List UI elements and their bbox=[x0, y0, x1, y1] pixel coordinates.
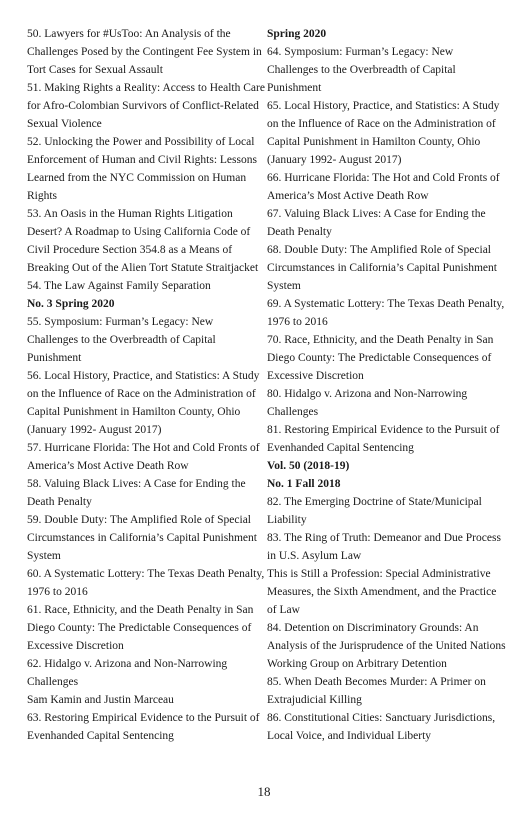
list-item: 51. Making Rights a Reality: Access to Health Care for Afro-Colombian Survivors of Conflict-Related Sexual Violence bbox=[27, 82, 265, 130]
list-item: 67. Valuing Black Lives: A Case for Ending the Death Penalty bbox=[267, 208, 486, 238]
list-item: 55. Symposium: Furman’s Legacy: New Challenges to the Overbreadth of Capital Punishment bbox=[27, 316, 216, 364]
section-heading: No. 1 Fall 2018 bbox=[267, 478, 341, 490]
list-item: 63. Restoring Empirical Evidence to the Pursuit of Evenhanded Capital Sentencing bbox=[27, 712, 260, 742]
list-item: 59. Double Duty: The Amplified Role of Special Circumstances in California’s Capital Punishment System bbox=[27, 514, 257, 562]
list-item: 57. Hurricane Florida: The Hot and Cold Fronts of America’s Most Active Death Row bbox=[27, 442, 260, 472]
list-item: 80. Hidalgo v. Arizona and Non-Narrowing Challenges bbox=[267, 388, 468, 418]
list-item: 54. The Law Against Family Separation bbox=[27, 280, 211, 292]
list-item: 61. Race, Ethnicity, and the Death Penalty in San Diego County: The Predictable Consequences of Excessive Discretion bbox=[27, 604, 254, 652]
list-item: 65. Local History, Practice, and Statistics: A Study on the Influence of Race on the Administration of Capital Punishment in Hamilton County, Ohio (January 1992- August 2017) bbox=[267, 100, 500, 166]
page-number: 18 bbox=[257, 784, 271, 799]
list-item: 50. Lawyers for #UsToo: An Analysis of the Challenges Posed by the Contingent Fee System in Tort Cases for Sexual Assault bbox=[27, 28, 262, 76]
list-item: 82. The Emerging Doctrine of State/Municipal Liability bbox=[267, 496, 482, 526]
list-item: 69. A Systematic Lottery: The Texas Death Penalty, 1976 to 2016 bbox=[267, 298, 505, 328]
list-item: 84. Detention on Discriminatory Grounds: An Analysis of the Jurisprudence of the United Nations Working Group on Arbitrary Detention bbox=[267, 622, 506, 670]
section-heading: Vol. 50 (2018-19) bbox=[267, 460, 350, 472]
list-item: 68. Double Duty: The Amplified Role of Special Circumstances in California’s Capital Punishment System bbox=[267, 244, 497, 292]
list-item: 81. Restoring Empirical Evidence to the Pursuit of Evenhanded Capital Sentencing bbox=[267, 424, 500, 454]
list-item: 85. When Death Becomes Murder: A Primer on Extrajudicial Killing bbox=[267, 676, 486, 706]
list-item: 62. Hidalgo v. Arizona and Non-Narrowing Challenges bbox=[27, 658, 228, 688]
list-item: 53. An Oasis in the Human Rights Litigation Desert? A Roadmap to Using California Code of Civil Procedure Section 354.8 as a Means of Breaking Out of the Alien Tort Statute Straitjacket bbox=[27, 208, 259, 274]
list-item: 60. A Systematic Lottery: The Texas Death Penalty, 1976 to 2016 bbox=[27, 568, 265, 598]
list-item: 70. Race, Ethnicity, and the Death Penalty in San Diego County: The Predictable Consequences of Excessive Discretion bbox=[267, 334, 494, 382]
list-item: 58. Valuing Black Lives: A Case for Ending the Death Penalty bbox=[27, 478, 246, 508]
list-item: 66. Hurricane Florida: The Hot and Cold Fronts of America’s Most Active Death Row bbox=[267, 172, 500, 202]
list-item: 64. Symposium: Furman’s Legacy: New Challenges to the Overbreadth of Capital Punishment bbox=[267, 46, 456, 94]
list-item: 56. Local History, Practice, and Statistics: A Study on the Influence of Race on the Administration of Capital Punishment in Hamilton County, Ohio (January 1992- August 2017) bbox=[27, 370, 260, 436]
list-item: 52. Unlocking the Power and Possibility of Local Enforcement of Human and Civil Rights: Lessons Learned from the NYC Commission on Human Rights bbox=[27, 136, 257, 202]
section-heading: Spring 2020 bbox=[267, 28, 327, 40]
list-item: 83. The Ring of Truth: Demeanor and Due Process in U.S. Asylum Law bbox=[267, 532, 501, 562]
right-column bbox=[267, 25, 507, 745]
list-item: 86. Constitutional Cities: Sanctuary Jurisdictions, Local Voice, and Individual Liberty bbox=[267, 712, 496, 742]
section-heading: No. 3 Spring 2020 bbox=[27, 298, 115, 310]
list-item: This is Still a Profession: Special Administrative Measures, the Sixth Amendment, and the Practice of Law bbox=[267, 568, 497, 616]
left-column bbox=[27, 25, 265, 745]
list-item: Sam Kamin and Justin Marceau bbox=[27, 694, 174, 706]
